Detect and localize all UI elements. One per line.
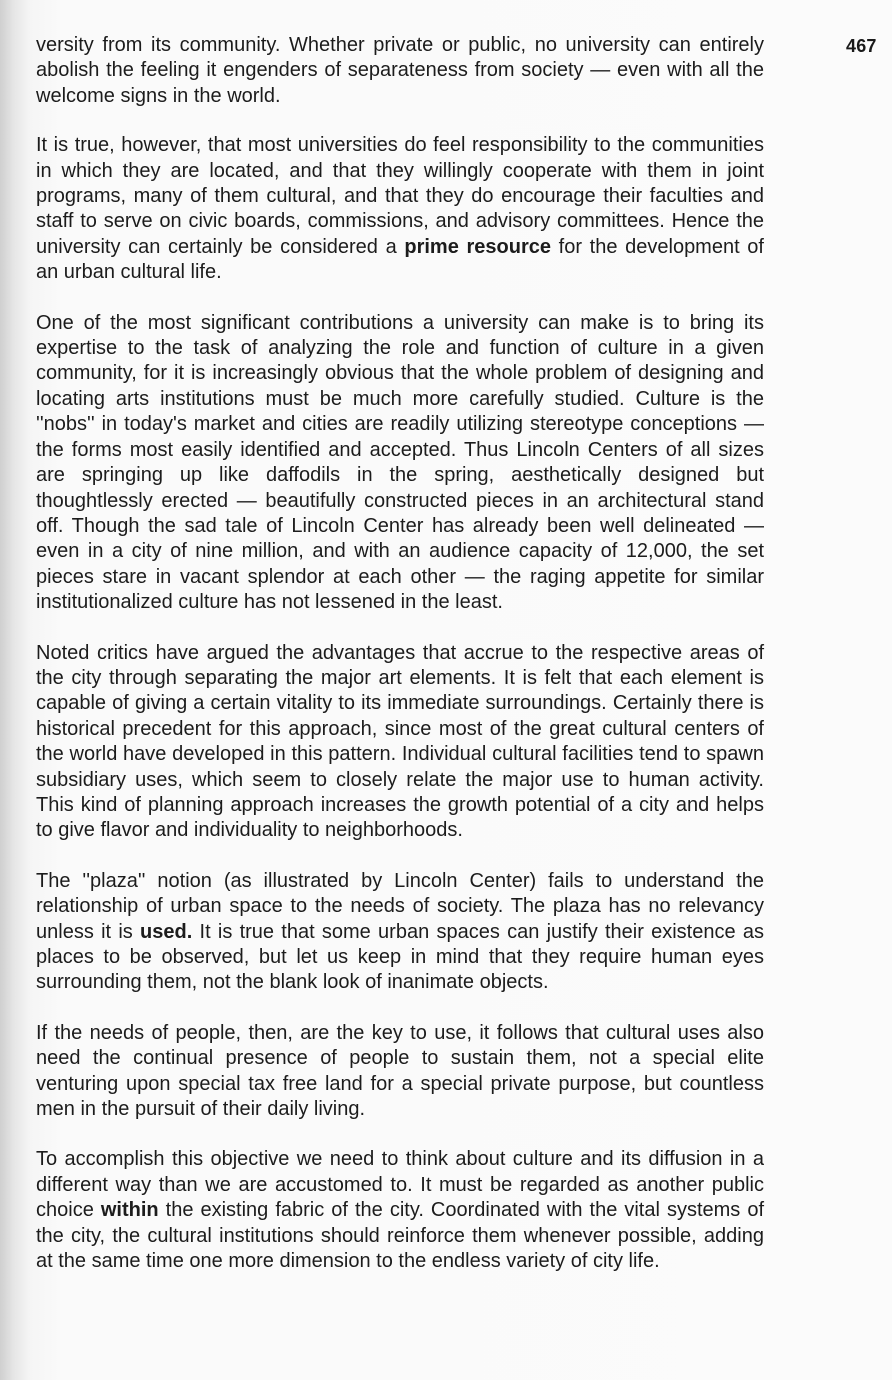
paragraph-4: Noted critics have argued the advantages that accrue to the respective areas of the city through separating the major art elements. It is felt that each element is capable of giving a certain vitality to its immediate surroundings. Certainly there is historical precedent for this approach, since most of the great cultural centers of the world have developed in this pattern. Individual cultural facilities tend to spawn subsidiary uses, which seem to closely relate the major use to human activity. This kind of planning approach increases the growth potential of a city and helps to give flavor and individuality to neighborhoods. bbox=[36, 641, 764, 842]
body-text bbox=[36, 33, 764, 1274]
page-number: 467 bbox=[846, 36, 877, 56]
paragraph-5-text-end: It is true that some urban spaces can justify their existence as places to be observed, but let us keep in mind that they require human eyes surrounding them, not the blank look of inanimate objects. bbox=[36, 920, 764, 994]
paragraph-7-text: To accomplish this objective we need to think about culture and its diffusion in a different way than we are accustomed to. It must be regarded as another public choice bbox=[36, 1148, 764, 1222]
emphasis-prime-resource: prime resource bbox=[404, 235, 551, 258]
paragraph-7 bbox=[36, 1147, 764, 1274]
paragraph-1: versity from its community. Whether private or public, no university can entirely abolish the feeling it engenders of separateness from society — even with all the welcome signs in the world. bbox=[36, 34, 764, 107]
paragraph-2 bbox=[36, 133, 764, 285]
emphasis-within: within bbox=[100, 1199, 159, 1222]
paragraph-2-text-end: for the development of an urban cultural life. bbox=[36, 235, 764, 284]
paragraph-3: One of the most significant contributions a university can make is to bring its expertise to the task of analyzing the role and function of culture in a given community, for it is increasingly obvious that the whole problem of designing and locating arts institutions must be much more carefully studied. Culture is the ''nobs'' in today's market and cities are readily utilizing stereotype conceptions — the forms most easily identified and accepted. Thus Lincoln Centers of all sizes are springing up like daffodils in the spring, aesthetically designed but thoughtlessly erected — beautifully constructed pieces in an architectural stand off. Though the sad tale of Lincoln Center has already been well delineated — even in a city of nine million, and with an audience capacity of 12,000, the set pieces stare in vacant splendor at each other — the raging appetite for similar institutionalized culture has not lessened in the least. bbox=[36, 311, 764, 614]
paragraph-2-text: It is true, however, that most universities do feel responsibility to the communities in which they are located, and that they willingly cooperate with them in joint programs, many of them cultural, and that they do encourage their faculties and staff to serve on civic boards, commissions, and advisory committees. Hence the university can certainly be considered a bbox=[36, 134, 764, 258]
paragraph-7-text-end: the existing fabric of the city. Coordinated with the vital systems of the city, the cultural institutions should reinforce them whenever possible, adding at the same time one more dimension to the endless variety of city life. bbox=[36, 1199, 764, 1273]
paragraph-5-text: The ''plaza'' notion (as illustrated by Lincoln Center) fails to understand the relationship of urban space to the needs of society. The plaza has no relevancy unless it is bbox=[36, 869, 764, 943]
paragraph-6: If the needs of people, then, are the key to use, it follows that cultural uses also need the continual presence of people to sustain them, not a special elite venturing upon special tax free land for a special private purpose, but countless men in the pursuit of their daily living. bbox=[36, 1021, 764, 1121]
emphasis-used: used. bbox=[140, 920, 193, 943]
paragraph-5 bbox=[36, 869, 764, 996]
